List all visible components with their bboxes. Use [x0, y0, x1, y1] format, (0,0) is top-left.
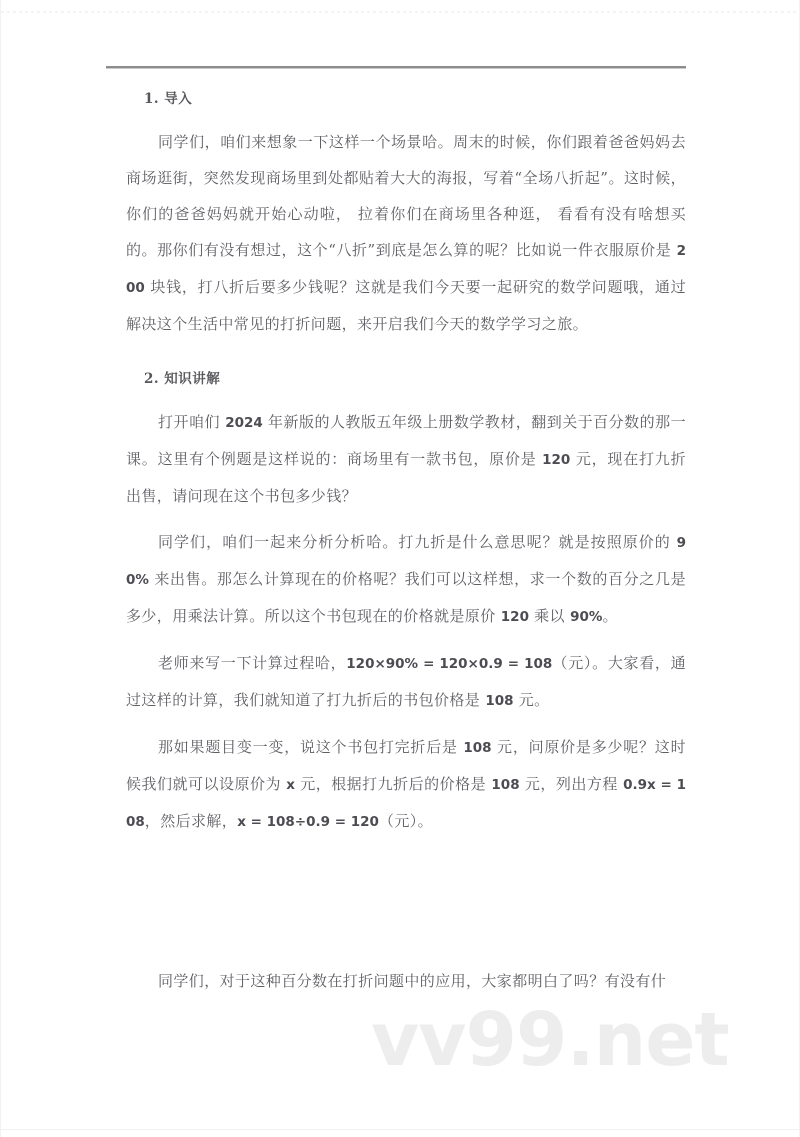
value-discounted-price-repeat-2: 108 [491, 777, 520, 793]
top-dotted-rule [1, 11, 800, 13]
value-discounted-price-repeat: 108 [463, 740, 492, 756]
value-bag-original-price: 120 [542, 452, 571, 468]
value-discount-percent-repeat: 90% [570, 609, 603, 625]
paragraph-closing-clipped-wrapper [126, 963, 686, 999]
paragraph-analysis: 同学们，咱们一起来分析分析哈。打九折是什么意思呢？就是按照原价的 90% 来出售。那怎么计算现在的价格呢？我们可以这样想，求一个数的百分之几是多少，用乘法计算。所以这个书包现在的价格就是原价 120 乘以 90%。 [126, 533, 686, 625]
paragraph-reverse-problem: 那如果题目变一变，说这个书包打完折后是 108 元，问原价是多少呢？这时候我们就可以设原价为 x 元，根据打九折后的价格是 108 元，列出方程 0.9x = 108，然后求解，x = 108÷0.9 = 120（元）。 [126, 738, 687, 830]
section-heading-2: 2. 知识讲解 [144, 371, 221, 387]
value-original-price-clothes: 200 [126, 243, 686, 296]
paragraph-closing: 同学们，对于这种百分数在打折问题中的应用，大家都明白了吗？有没有什 [158, 972, 667, 990]
watermark: vv99.net [371, 997, 729, 1083]
bottom-rule [1, 1129, 800, 1130]
equation-discount: 0.9x = 108 [126, 777, 687, 830]
equation-solution: x = 108÷0.9 = 120 [237, 814, 379, 830]
value-discount-percent: 90% [126, 535, 686, 588]
paragraph-calculation: 老师来写一下计算过程哈，120×90% = 120×0.9 = 108（元）。大家看，通过这样的计算，我们就知道了打九折后的书包价格是 108 元。 [126, 654, 686, 709]
paragraph-textbook-example: 打开咱们 2024 年新版的人教版五年级上册数学教材，翻到关于百分数的那一课。这里有个例题是这样说的：商场里有一款书包，原价是 120 元，现在打九折出售，请问现在这个书包多少钱？ [126, 413, 686, 505]
variable-x: x [286, 777, 295, 793]
paragraph-intro: 同学们，咱们来想象一下这样一个场景哈。周末的时候，你们跟着爸爸妈妈去商场逛街，突然发现商场里到处都贴着大大的海报，写着“全场八折起”。这时候，你们的爸爸妈妈就开始心动啦， 拉着你们在商场里各种逛， 看看有没有啥想买的。那你们有没有想过，这个“八折”到底是怎么算的呢？比如说一件衣服原价是 200 块钱，打八折后要多少钱呢？这就是我们今天要一起研究的数学问题哦，通过解决这个生活中常见的打折问题，来开启我们今天的数学学习之旅。 [126, 133, 686, 333]
expression-discount-calculation: 120×90% = 120×0.9 = 108 [346, 656, 553, 672]
header-separator-rule [106, 66, 686, 69]
document-body [126, 84, 686, 840]
value-bag-original-price-repeat: 120 [500, 609, 529, 625]
value-discounted-price: 108 [485, 693, 514, 709]
value-textbook-year: 2024 [225, 415, 263, 431]
section-heading-1: 1. 导入 [144, 91, 193, 107]
